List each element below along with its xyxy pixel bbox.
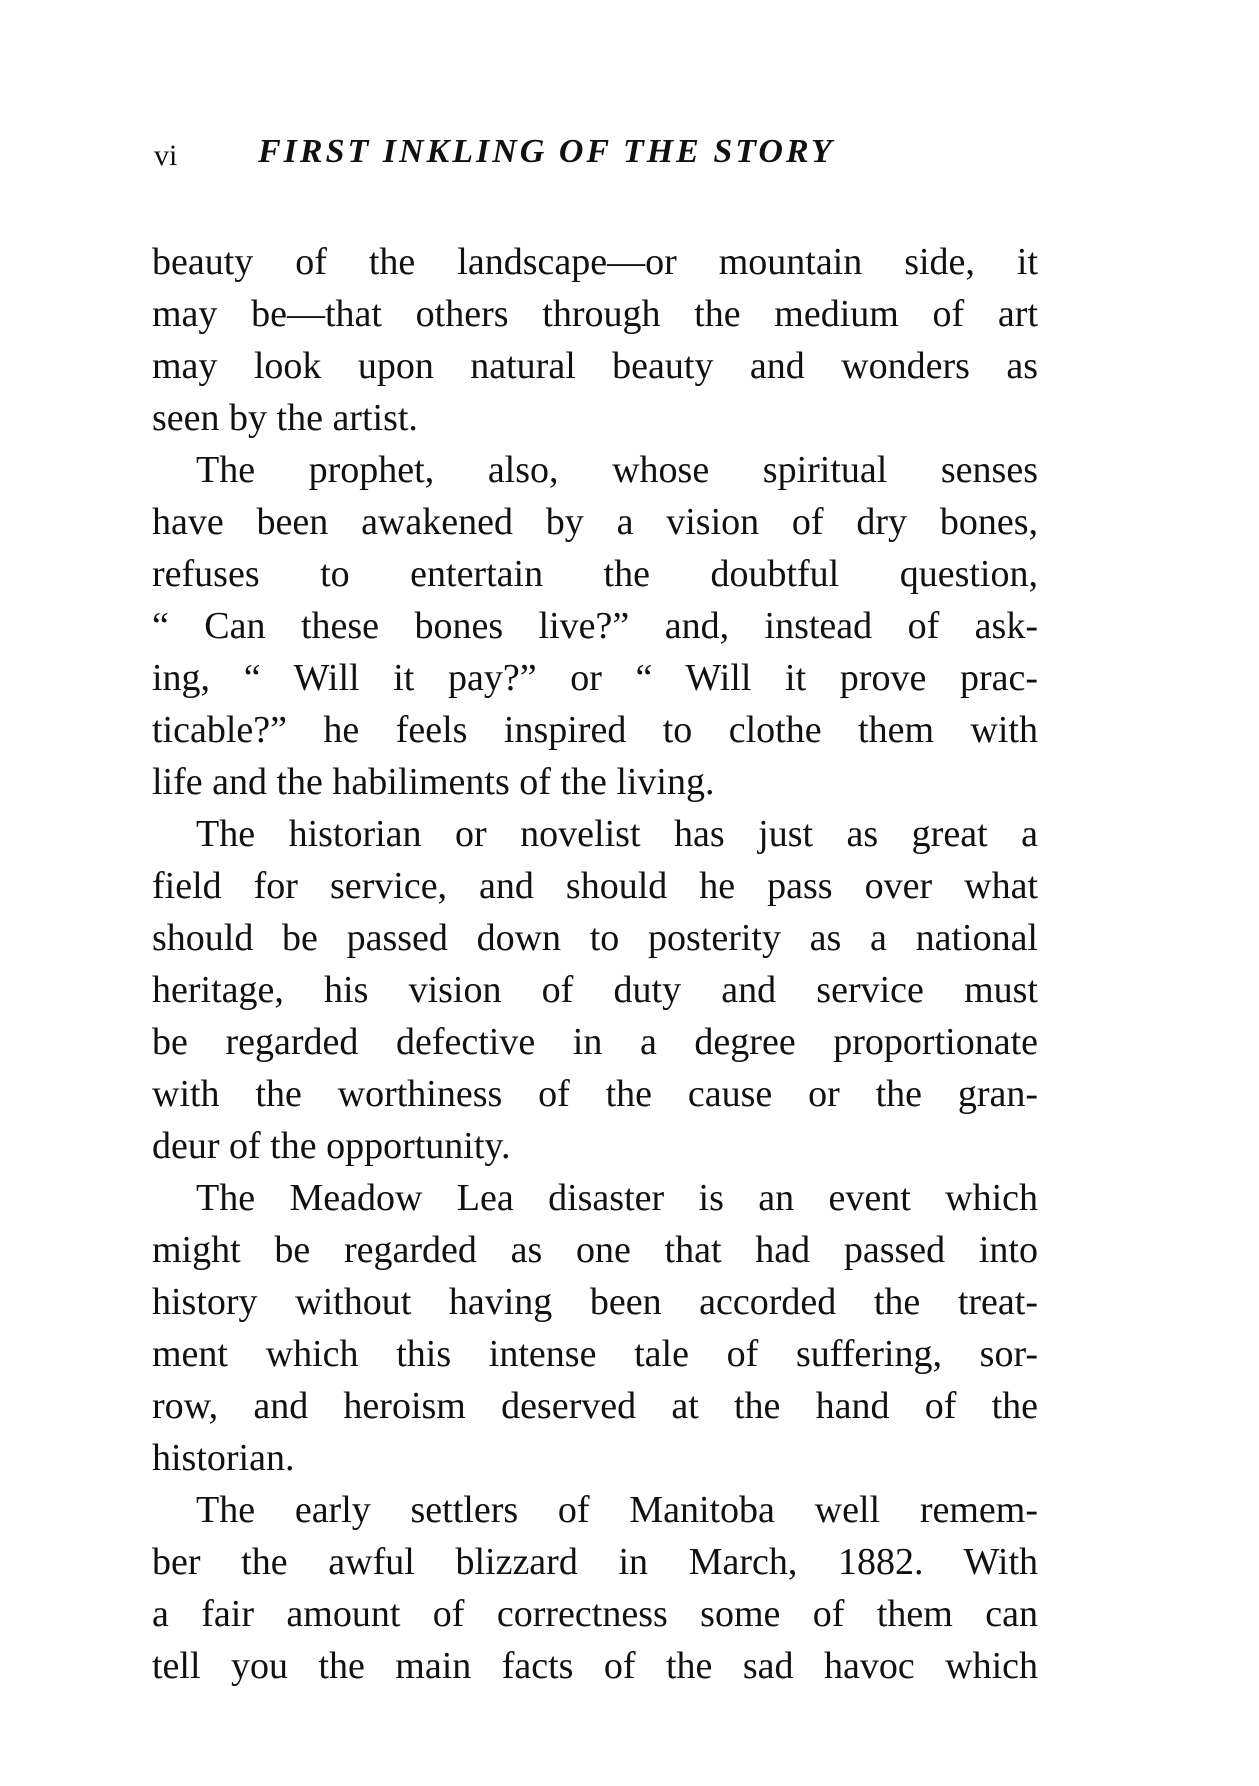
text-line: may be—that others through the medium of art	[152, 293, 1038, 335]
paragraph	[152, 236, 1038, 444]
text-line: “ Can these bones live?” and, instead of ask-	[152, 605, 1038, 647]
text-line: deur of the opportunity.	[152, 1125, 511, 1167]
text-line: with the worthiness of the cause or the gran-	[152, 1073, 1038, 1115]
text-line: The prophet, also, whose spiritual senses	[196, 449, 1038, 491]
text-line: seen by the artist.	[152, 397, 418, 439]
book-page	[152, 124, 1038, 1692]
text-line: life and the habiliments of the living.	[152, 761, 715, 803]
text-line: The early settlers of Manitoba well remem-	[196, 1489, 1038, 1531]
text-line: tell you the main facts of the sad havoc which	[152, 1645, 1038, 1687]
text-line: heritage, his vision of duty and service must	[152, 969, 1038, 1011]
text-line: should be passed down to posterity as a national	[152, 917, 1038, 959]
text-line: field for service, and should he pass over what	[152, 865, 1038, 907]
paragraph	[152, 808, 1038, 1172]
paragraph	[152, 1172, 1038, 1484]
text-line: The Meadow Lea disaster is an event which	[196, 1177, 1038, 1219]
text-line: row, and heroism deserved at the hand of the	[152, 1385, 1038, 1427]
text-line: ing, “ Will it pay?” or “ Will it prove prac-	[152, 657, 1038, 699]
body-text	[152, 236, 1038, 1692]
text-line: may look upon natural beauty and wonders as	[152, 345, 1038, 387]
text-line: ber the awful blizzard in March, 1882. With	[152, 1541, 1038, 1583]
text-line: The historian or novelist has just as great a	[196, 813, 1038, 855]
text-line: beauty of the landscape—or mountain side, it	[152, 241, 1038, 283]
text-line: a fair amount of correctness some of them can	[152, 1593, 1038, 1635]
text-line: refuses to entertain the doubtful question,	[152, 553, 1038, 595]
paragraph	[152, 1484, 1038, 1692]
text-line: historian.	[152, 1437, 295, 1479]
running-title: FIRST INKLING OF THE STORY	[258, 133, 835, 170]
text-line: history without having been accorded the treat-	[152, 1281, 1038, 1323]
text-line: be regarded defective in a degree proportionate	[152, 1021, 1038, 1063]
text-line: ment which this intense tale of suffering, sor-	[152, 1333, 1038, 1375]
paragraph	[152, 444, 1038, 808]
running-header	[152, 124, 1038, 180]
text-line: ticable?” he feels inspired to clothe them with	[152, 709, 1038, 751]
text-line: might be regarded as one that had passed into	[152, 1229, 1038, 1271]
page-number: vi	[154, 139, 178, 172]
text-line: have been awakened by a vision of dry bones,	[152, 501, 1038, 543]
